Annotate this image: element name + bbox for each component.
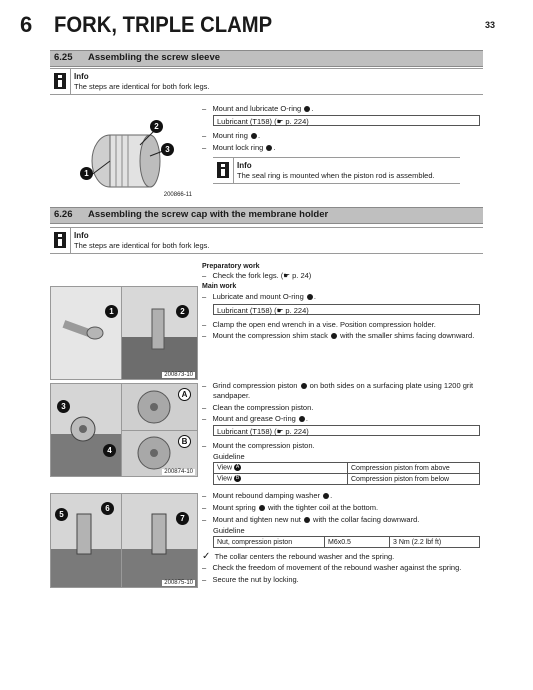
ref-marker-2 [331,333,337,339]
table-row [214,463,480,474]
table-cell: 3 Nm (2.2 lbf ft) [390,537,480,548]
view-table [213,462,480,485]
lubricant-ref: Lubricant (T158) (☛ p. 224) [213,425,480,436]
step-check: – Check the freedom of movement of the rebound washer against the spring. [202,563,462,572]
page-number: 33 [484,20,495,30]
callout-1: 1 [105,305,118,318]
step-mount-lock-ring: – Mount lock ring . [202,143,276,152]
table-cell: View B [214,474,348,485]
view-a-marker: A [235,464,240,471]
figure-photo-1a [50,286,122,380]
step-nut: – Mount and tighten new nut with the collar facing downward. [202,515,420,524]
prep-step: – Check the fork legs. (☛ p. 24) [202,271,312,280]
ref-marker-1 [304,106,310,112]
callout-7: 7 [176,512,189,525]
ref-marker-3 [301,383,307,389]
callout-6: 6 [101,502,114,515]
callout-2: 2 [150,120,163,133]
step-mount-oring: – Mount and lubricate O-ring . [202,104,314,113]
callout-3: 3 [161,143,174,156]
section-title: Assembling the screw cap with the membrane holder [88,209,329,220]
check-note: ✓ The collar centers the rebound washer and the spring. [202,551,395,562]
info-text: The steps are identical for both fork legs. [74,82,210,91]
info-divider [70,228,71,253]
info-box [50,68,483,95]
photo-1a-illustration [51,287,121,379]
step-shim-stack: – Mount the compression shim stack with the smaller shims facing downward. [202,331,475,340]
figure-photo-3b [121,493,198,588]
info-text: The seal ring is mounted when the piston rod is assembled. [237,171,435,180]
info-icon [54,232,66,248]
torque-table [213,536,480,548]
figure-label: 200873-10 [164,372,193,378]
step-grind: – Grind compression piston on both sides on a surfacing plate using 1200 grit [202,381,474,390]
chapter-title: FORK, TRIPLE CLAMP [54,12,273,37]
step-mount-piston: – Mount the compression piston. [202,441,315,450]
table-cell: Nut, compression piston [214,537,325,548]
step-clamp: – Clamp the open end wrench in a vise. Position compression holder. [202,320,436,329]
ref-marker-4 [299,416,305,422]
info-divider [233,158,234,183]
table-cell: View A [214,463,348,474]
callout-1: 1 [80,167,93,180]
step-spring: – Mount spring with the tighter coil at the bottom. [202,503,379,512]
lubricant-ref: Lubricant (T158) (☛ p. 224) [213,115,480,126]
guideline-label: Guideline [213,452,245,461]
chapter-number: 6 [20,12,33,37]
screw-sleeve-illustration [50,101,196,199]
ref-marker-7 [304,517,310,523]
callout-a: A [178,388,191,401]
info-title: Info [74,72,89,81]
checkmark-icon: ✓ [202,551,211,562]
guideline-label: Guideline [213,526,245,535]
step-clean: – Clean the compression piston. [202,403,314,412]
figure-screw-sleeve [50,101,196,199]
figure-photo-2b [121,383,198,431]
callout-3: 3 [57,400,70,413]
main-heading: Main work [202,283,237,290]
view-b-marker: B [235,475,240,482]
figure-label: 200866-11 [163,192,192,198]
section-number: 6.25 [54,52,73,63]
table-row [214,474,480,485]
info-divider [70,69,71,94]
figure-photo-3a [50,493,122,588]
info-text: The steps are identical for both fork legs. [74,241,210,250]
section-title: Assembling the screw sleeve [88,52,221,63]
section-header-6-26 [50,207,483,224]
info-box [50,227,483,254]
step-lubricate-oring: – Lubricate and mount O-ring . [202,292,316,301]
figure-label: 200874-10 [164,469,193,475]
figure-photo-2c [121,430,198,477]
step-mount-ring: – Mount ring . [202,131,261,140]
ref-marker-5 [323,493,329,499]
info-icon [54,73,66,89]
ref-marker-6 [259,505,265,511]
section-number: 6.26 [54,209,73,220]
info-icon [217,162,229,178]
step-grind-cont: sandpaper. [213,391,251,400]
ref-marker-1 [307,294,313,300]
section-header-6-25 [50,50,483,67]
prep-heading: Preparatory work [202,263,260,270]
photo-1b-illustration [122,287,197,379]
callout-2: 2 [176,305,189,318]
ref-marker-3 [266,145,272,151]
table-cell: M6x0.5 [325,537,390,548]
callout-4: 4 [103,444,116,457]
figure-photo-2a [50,383,122,477]
figure-photo-1b [121,286,198,380]
step-grease-oring: – Mount and grease O-ring . [202,414,309,423]
ref-marker-2 [251,133,257,139]
photo-2a-illustration [51,384,121,476]
table-row [214,537,480,548]
step-secure: – Secure the nut by locking. [202,575,299,584]
info-box-seal [213,157,460,184]
info-title: Info [74,231,89,240]
step-washer: – Mount rebound damping washer . [202,491,333,500]
callout-5: 5 [55,508,68,521]
info-title: Info [237,161,252,170]
figure-label: 200875-10 [164,580,193,586]
callout-b: B [178,435,191,448]
photo-3b-illustration [122,494,197,587]
table-cell: Compression piston from above [348,463,480,474]
table-cell: Compression piston from below [348,474,480,485]
lubricant-ref: Lubricant (T158) (☛ p. 224) [213,304,480,315]
